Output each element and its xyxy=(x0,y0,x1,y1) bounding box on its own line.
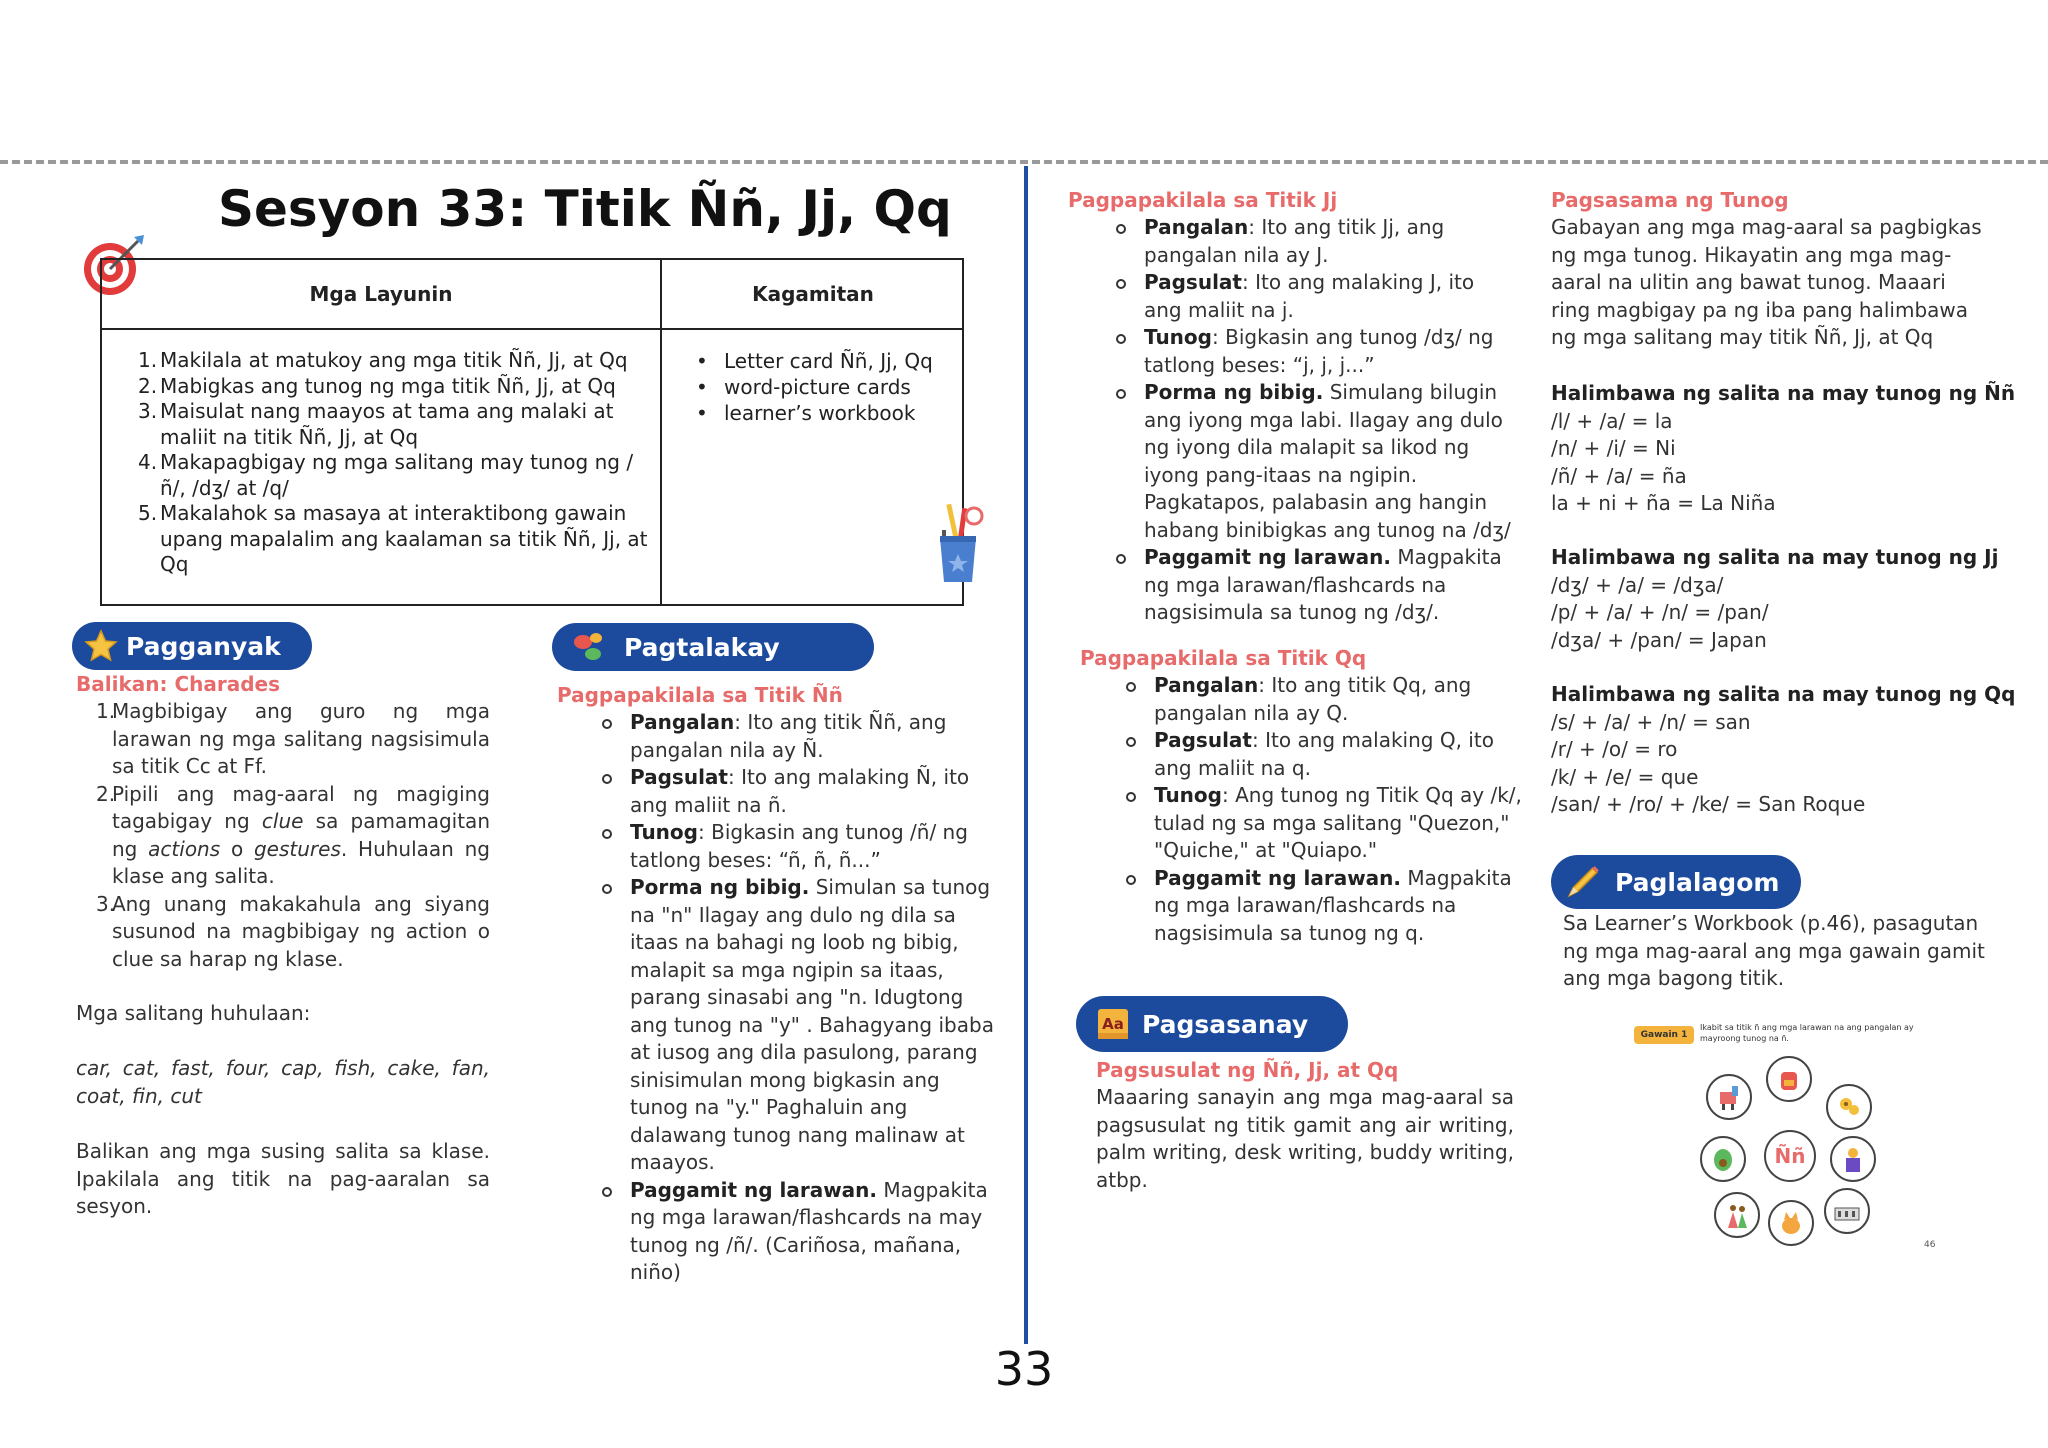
words-list: car, cat, fast, four, cap, fish, cake, fan, coat, fin, cut xyxy=(76,1056,490,1108)
example-line: /n/ + /i/ = Ni xyxy=(1551,436,1676,460)
qq-list xyxy=(1116,672,1526,947)
picture-avocado-icon xyxy=(1700,1136,1746,1182)
chat-bubbles-icon xyxy=(572,630,606,664)
qq-subheading: Pagpapakilala sa Titik Qq xyxy=(1080,646,1367,670)
pagganyak-subheading: Balikan: Charades xyxy=(76,672,281,696)
list-item: Tunog: Ang tunog ng Titik Qq ay /k/, tulad ng sa mga salitang "Quezon," "Quiche," at "Quiapo." xyxy=(1116,782,1526,865)
list-item: 3. Ang unang makakahula ang siyang susunod na magbibigay ng action o clue sa harap ng klase. xyxy=(96,891,490,971)
objective-item: 5. Makalahok sa masaya at interaktibong gawain upang mapalalim ang kaalaman sa titik Ññ, Jj, at Qq xyxy=(138,501,648,576)
list-item: Tunog: Bigkasin ang tunog /ñ/ ng tatlong beses: “ñ, ñ, ñ...” xyxy=(592,819,1002,874)
list-item: Pangalan: Ito ang titik Qq, ang pangalan nila ay Q. xyxy=(1116,672,1526,727)
list-item: Paggamit ng larawan. Magpakita ng mga larawan/flashcards na nagsisimula sa tunog ng /dʒ/. xyxy=(1106,544,1516,627)
pagganyak-steps xyxy=(76,698,490,973)
list-item: Pangalan: Ito ang titik Ññ, ang pangalan nila ay Ñ. xyxy=(592,709,1002,764)
pagsasama-text: Gabayan ang mga mag-aaral sa pagbigkas ng mga tunog. Hikayatin ang mga mag-aaral na ulitin ang bawat tunog. Maaari ring magbigay pa ng iba pang halimbawa ng mga salitang may titik Ññ, Jj, at Qq xyxy=(1551,215,1982,349)
pencil-icon xyxy=(1565,864,1601,900)
pagsasanay-subheading: Pagsusulat ng Ññ, Jj, at Qq xyxy=(1096,1058,1399,1082)
example-jj xyxy=(1551,544,1999,654)
objectives-table xyxy=(100,258,964,606)
pagganyak-header xyxy=(72,622,312,670)
pagsasanay-header xyxy=(1076,996,1348,1052)
pagsasama-subheading: Pagsasama ng Tunog xyxy=(1551,188,1789,212)
picture-nino-icon xyxy=(1830,1136,1876,1182)
picture-flowers-icon xyxy=(1826,1084,1872,1130)
table-column-divider xyxy=(660,260,662,604)
material-item: • Letter card Ññ, Jj, Qq xyxy=(692,348,952,374)
example-line: /ñ/ + /a/ = ña xyxy=(1551,463,1687,488)
pagganyak-closing: Balikan ang mga susing salita sa klase. Ipakilala ang titik na pag-aaralan sa sesyon. xyxy=(76,1139,490,1218)
list-item: Pagsulat: Ito ang malaking Q, ito ang maliit na q. xyxy=(1116,727,1526,782)
picture-dancers-icon xyxy=(1714,1192,1760,1238)
list-item: Paggamit ng larawan. Magpakita ng mga larawan/flashcards na nagsisimula sa tunog ng q. xyxy=(1116,865,1526,948)
picture-backpack-icon xyxy=(1766,1056,1812,1102)
list-item: 2. Pipili ang mag-aaral ng magiging tagabigay ng clue sa pamamagitan ng actions o gestures. Huhulaan ng klase ang salita. xyxy=(96,781,490,888)
list-item: Porma ng bibig. Simulang bilugin ang iyong mga labi. Ilagay ang dulo ng iyong dila malapit sa likod ng iyong pang-itaas na ngipin. Pagkatapos, palabasin ang hangin habang binibigkas ang tunog na /dʒ/ xyxy=(1106,379,1516,544)
pencil-cup-icon xyxy=(936,502,984,584)
paglalagom-label: Paglalagom xyxy=(1615,867,1780,897)
center-column-rule xyxy=(1024,166,1028,1344)
pagganyak-label: Pagganyak xyxy=(126,631,281,661)
list-item: 1. Magbibigay ang guro ng mga larawan ng mga salitang nagsisimula sa titik Cc at Ff. xyxy=(96,699,490,778)
workbook-center-letter: Ññ xyxy=(1764,1130,1816,1182)
example-line: /dʒa/ + /pan/ = Japan xyxy=(1551,627,1767,652)
workbook-instruction: Ikabit sa titik ñ ang mga larawan na ang pangalan ay mayroong tunog na ñ. xyxy=(1700,1023,1914,1043)
example-line: /dʒ/ + /a/ = /dʒa/ xyxy=(1551,572,1724,597)
workbook-page-number: 46 xyxy=(1924,1240,1936,1250)
example-heading: Halimbawa ng salita na may tunog ng Jj xyxy=(1551,545,1999,569)
list-item: Pangalan: Ito ang titik Jj, ang pangalan nila ay J. xyxy=(1106,214,1516,269)
list-item: Porma ng bibig. Simulan sa tunog na "n" Ilagay ang dulo ng dila sa itaas na bahagi ng loob ng bibig, malapit sa mga ngipin sa itaas, parang sinasabi ang "n. Idugtong ang tunog na "y" . Bahagyang ibaba at iusog ang dila pasulong, parang sinisimulan mong bigkasin ang tunog na "y." Paghaluin ang dalawang tunog nang malinaw at maayos. xyxy=(592,874,1002,1177)
top-dashed-divider xyxy=(0,160,2048,164)
picture-building-icon xyxy=(1824,1188,1870,1234)
words-label: Mga salitang huhulaan: xyxy=(76,1001,311,1025)
jj-list xyxy=(1106,214,1516,627)
picture-pinata-icon xyxy=(1706,1074,1752,1120)
example-heading: Halimbawa ng salita na may tunog ng Qq xyxy=(1551,682,2016,706)
objective-item: 3. Maisulat nang maayos at tama ang malaki at maliit na titik Ññ, Jj, at Qq xyxy=(138,399,614,449)
picture-cat-icon xyxy=(1768,1200,1814,1246)
pagtalakay-subheading: Pagpapakilala sa Titik Ññ xyxy=(557,683,843,707)
table-row-divider xyxy=(102,328,962,330)
example-line: /s/ + /a/ + /n/ = san xyxy=(1551,709,1751,734)
example-qq xyxy=(1551,681,2016,819)
list-item: Pagsulat: Ito ang malaking Ñ, ito ang maliit na ñ. xyxy=(592,764,1002,819)
star-icon xyxy=(84,629,118,663)
aa-book-icon xyxy=(1096,1007,1130,1041)
pagsasanay-label: Pagsasanay xyxy=(1142,1009,1309,1039)
list-item: Tunog: Bigkasin ang tunog /dʒ/ ng tatlong beses: “j, j, j...” xyxy=(1106,324,1516,379)
list-item: Pagsulat: Ito ang malaking J, ito ang maliit na j. xyxy=(1106,269,1516,324)
example-line: /p/ + /a/ + /n/ = /pan/ xyxy=(1551,600,1769,624)
example-heading: Halimbawa ng salita na may tunog ng Ññ xyxy=(1551,381,2016,405)
page-number: 33 xyxy=(994,1342,1054,1396)
material-item: • learner’s workbook xyxy=(692,400,952,426)
example-line: la + ni + ña = La Niña xyxy=(1551,491,1776,515)
objectives-header: Mga Layunin xyxy=(309,282,453,306)
material-item: • word-picture cards xyxy=(692,374,952,400)
objective-item: 2. Mabigkas ang tunog ng mga titik Ññ, Jj, at Qq xyxy=(138,373,616,398)
materials-header: Kagamitan xyxy=(752,282,874,306)
example-line: /k/ + /e/ = que xyxy=(1551,764,1699,789)
page-title: Sesyon 33: Titik Ññ, Jj, Qq xyxy=(218,180,952,238)
example-line: /r/ + /o/ = ro xyxy=(1551,737,1678,761)
objective-item: 1. Makilala at matukoy ang mga titik Ññ, Jj, at Qq xyxy=(138,348,628,372)
objective-item: 4. Makapagbigay ng mga salitang may tunog ng /ñ/, /dʒ/ at /q/ xyxy=(138,450,634,500)
workbook-tag: Gawain 1 xyxy=(1634,1026,1694,1044)
list-item: Paggamit ng larawan. Magpakita ng mga larawan/flashcards na may tunog ng /ñ/. (Cariñosa, mañana, niño) xyxy=(592,1177,1002,1287)
materials-list xyxy=(692,348,952,426)
paglalagom-header xyxy=(1551,855,1801,909)
example-line: /l/ + /a/ = la xyxy=(1551,408,1673,433)
pagsasanay-text: Maaaring sanayin ang mga mag-aaral sa pagsusulat ng titik gamit ang air writing, palm writing, desk writing, buddy writing, atbp. xyxy=(1096,1085,1514,1192)
svg-text:Aa: Aa xyxy=(1102,1015,1124,1033)
jj-subheading: Pagpapakilala sa Titik Jj xyxy=(1068,188,1338,212)
objectives-list xyxy=(138,348,648,578)
pagtalakay-list xyxy=(592,709,1002,1287)
example-line: /san/ + /ro/ + /ke/ = San Roque xyxy=(1551,792,1866,816)
workbook-thumbnail xyxy=(1634,1012,1934,1262)
pagtalakay-label: Pagtalakay xyxy=(624,632,780,662)
pagtalakay-header xyxy=(552,623,874,671)
paglalagom-text: Sa Learner’s Workbook (p.46), pasagutan ng mga mag-aaral ang mga gawain gamit ang mga bagong titik. xyxy=(1563,911,1985,990)
example-nn xyxy=(1551,380,2016,518)
